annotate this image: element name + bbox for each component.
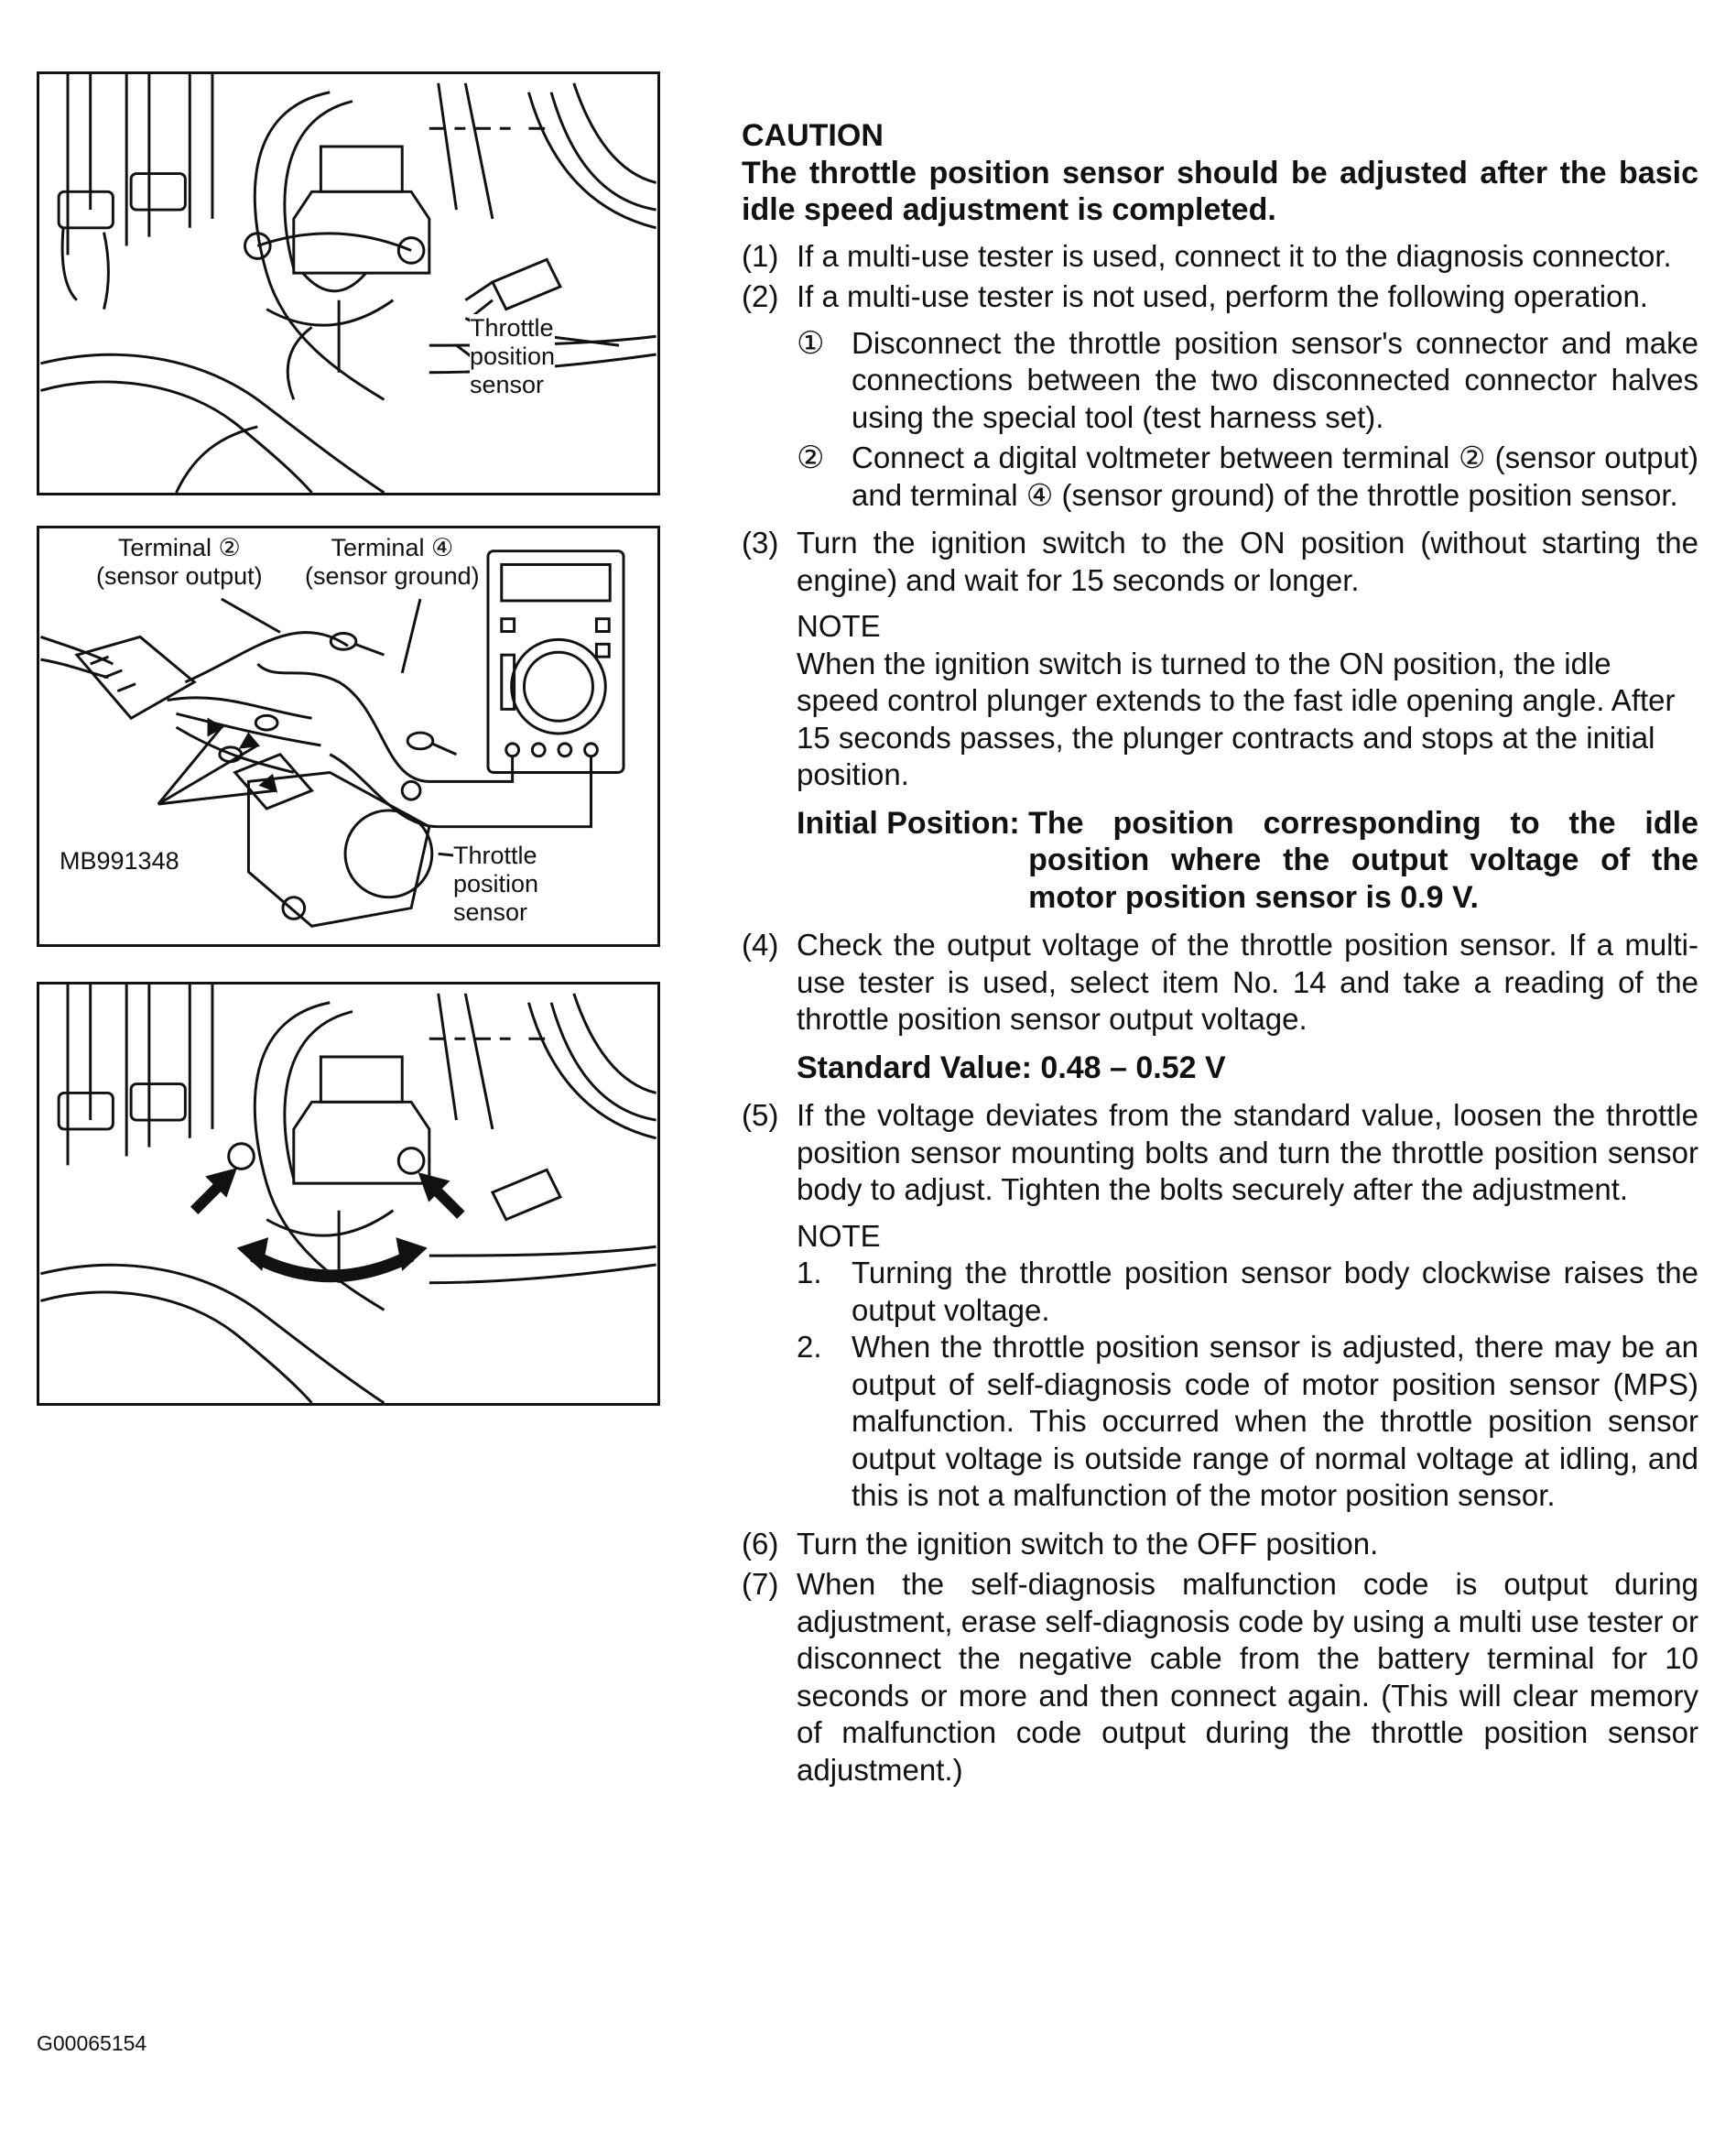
step-5 [742,1097,1698,1515]
step-body: Turn the ignition switch to the ON position (without starting the engine) and wait for 15 seconds or longer. [797,526,1698,597]
fig2-sensor-line1: Throttle [453,842,537,869]
step-number: (5) [742,1098,779,1132]
initial-position-spec [797,805,1698,917]
figure-sensor-adjustment [37,982,660,1406]
fig1-label-line1: Throttle [470,314,554,342]
step-number: (4) [742,928,779,962]
caution-title: CAUTION [742,118,884,153]
substep-number: ② [797,441,825,475]
note-text: When the ignition switch is turned to the ON position, the idle speed control plunger extends to the fast idle opening angle. After 15 seconds passes, the plunger contracts and stops at the initial position. [797,646,1676,791]
substep-2 [797,440,1698,514]
fig2-sensor-line3: sensor [453,898,528,926]
note-item-body: When the throttle position sensor is adjusted, there may be an output of self-diagnosis code of motor position sensor (MPS) malfunction. This occurred when the throttle position sensor output voltage is outside range of normal voltage at idling, and this is not a malfunction of the motor position sensor. [852,1330,1698,1512]
step-6 [742,1526,1698,1563]
note-item-2 [797,1329,1698,1515]
standard-value-spec [797,1050,1698,1087]
step-body: Turn the ignition switch to the OFF position. [797,1526,1379,1561]
step-body: When the self-diagnosis malfunction code is output during adjustment, erase self-diagnosis code by using a multi use tester or disconnect the negative cable from the battery terminal for 10 seconds or more and then connect again. (This will clear memory of malfunction code output during the throttle position sensor adjustment.) [797,1567,1699,1787]
fig2-terminal4-desc: (sensor ground) [305,562,480,590]
step-1 [742,238,1698,276]
fig1-label-line3: sensor [470,371,545,398]
spec-key: Initial Position: [797,805,1029,841]
step-body: If the voltage deviates from the standard value, loosen the throttle position sensor mounting bolts and turn the throttle position sensor body to adjust. Tighten the bolts securely after the adjustment. [797,1098,1698,1206]
step-2 [742,278,1698,514]
note-item-number: 1. [797,1256,822,1289]
fig2-terminal2-desc: (sensor output) [96,562,263,590]
step-number: (3) [742,526,779,560]
substep-number: ① [797,325,825,361]
fig2-terminal4-title: Terminal ④ [331,534,454,561]
engine-illustration-2 [39,984,657,1403]
voltmeter-icon [488,551,624,773]
step-body: Check the output voltage of the throttle position sensor. If a multi-use tester is used, select item No. 14 and take a reading of the throttle position sensor output voltage. [797,928,1698,1036]
note-item-body: Turning the throttle position sensor body clockwise raises the output voltage. [852,1256,1698,1327]
step-number: (7) [742,1567,779,1601]
step-7 [742,1566,1698,1789]
spec-value: 0.48 – 0.52 V [1040,1050,1226,1085]
spec-value: The position corresponding to the idle position where the output voltage of the motor position sensor is 0.9 V. [1028,805,1698,915]
note-label: NOTE [797,1218,881,1253]
substep-body: Disconnect the throttle position sensor's connector and make connections between the two disconnected connector halves using the special tool (test harness set). [852,325,1698,434]
procedure-text [742,117,1698,1792]
figure-voltmeter-connection [37,526,660,947]
spec-key: Standard Value: [797,1050,1041,1085]
caution-body: The throttle position sensor should be adjusted after the basic idle speed adjustment is completed. [742,155,1698,227]
fig2-sensor-line2: position [453,870,539,897]
figure-sensor-location [37,71,660,495]
fig1-label-line2: position [470,343,556,370]
step-number: (1) [742,238,779,273]
figure-id: G00065154 [37,2031,147,2055]
step-3 [742,525,1698,923]
substep-body: Connect a digital voltmeter between terminal ② (sensor output) and terminal ④ (sensor ground) of the throttle position sensor. [852,441,1698,512]
engine-illustration-1 [39,74,657,493]
fig2-terminal2-title: Terminal ② [117,534,241,561]
note-item-1 [797,1255,1698,1329]
rotate-arrow-icon [253,1256,411,1276]
step-number: (6) [742,1526,779,1561]
fig2-tool-label: MB991348 [60,847,179,875]
step-4 [742,927,1698,1093]
wiring-illustration [39,528,657,944]
step-body: If a multi-use tester is used, connect it to the diagnosis connector. [797,238,1672,273]
step-body: If a multi-use tester is not used, perform the following operation. [797,279,1648,313]
note-label: NOTE [797,609,881,643]
note-item-number: 2. [797,1330,822,1364]
step-number: (2) [742,279,779,313]
substep-1 [797,325,1698,437]
